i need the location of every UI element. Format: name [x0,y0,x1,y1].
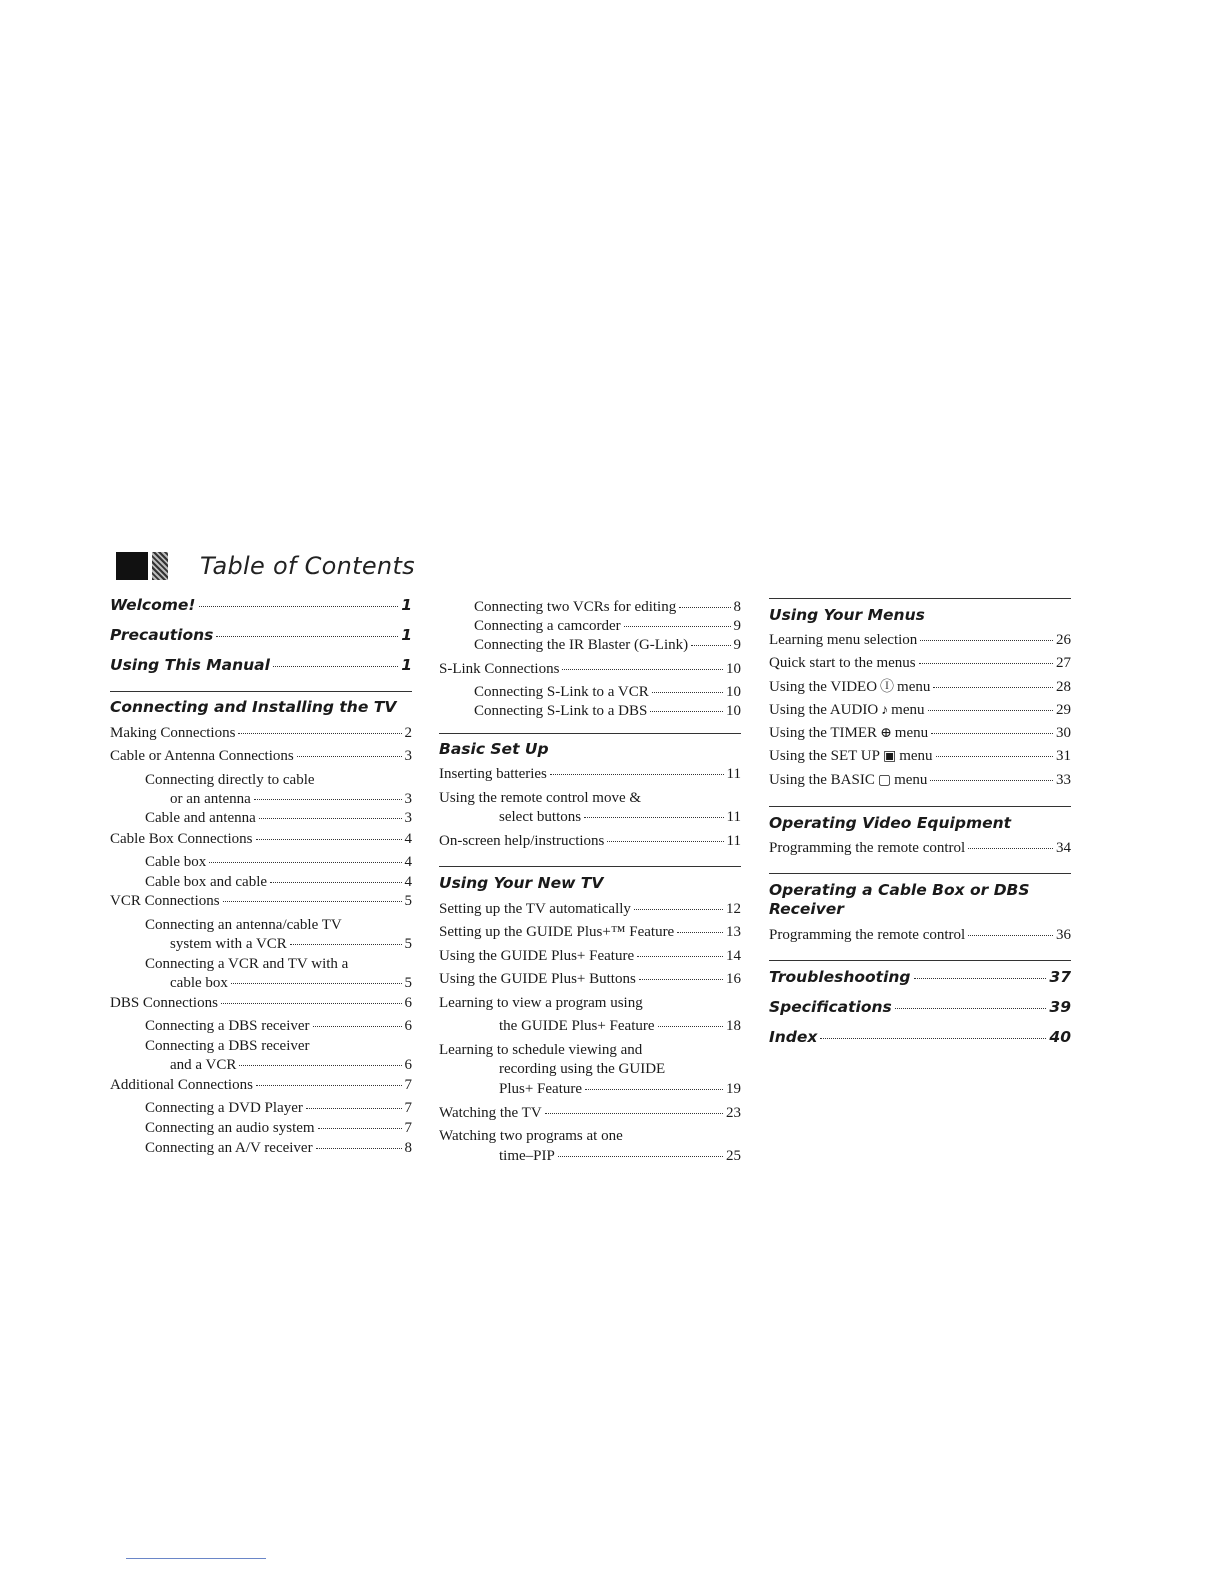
toc-entry-specifications[interactable]: Specifications 39 [769,998,1071,1016]
audio-note-icon: ♪ [881,703,889,718]
toc-entry-troubleshooting[interactable]: Troubleshooting 37 [769,968,1071,986]
toc-entry-learn-schedule-line1[interactable]: Learning to schedule viewing and [439,1042,643,1058]
toc-entry-cable-box-connections[interactable]: Cable Box Connections 4 [110,831,412,847]
toc-entry-basic-menu[interactable]: Using the BASIC ▢ menu 33 [769,772,1071,788]
toc-entry-making-connections[interactable]: Making Connections 2 [110,725,412,741]
toc-entry-using-guide[interactable]: Using the GUIDE Plus+ Feature 14 [439,948,741,964]
toc-entry-vcr-tv-line1[interactable]: Connecting a VCR and TV with a [145,956,349,972]
toc-entry-cable-and-antenna[interactable]: Cable and antenna 3 [145,810,412,826]
toc-entry-cable-box[interactable]: Cable box 4 [145,854,412,870]
toc-entry-quick-start[interactable]: Quick start to the menus 27 [769,655,1071,671]
section-heading-menus: Using Your Menus [769,606,925,624]
toc-entry-dbs-and-vcr[interactable]: and a VCR 6 [170,1057,412,1073]
section-heading-cable-dbs: Operating a Cable Box or DBS [769,881,1030,899]
toc-entry-programming-remote-cable[interactable]: Programming the remote control 36 [769,927,1071,943]
toc-entry-av-receiver[interactable]: Connecting an A/V receiver 8 [145,1140,412,1156]
section-divider [439,866,741,867]
toc-entry-onscreen-help[interactable]: On-screen help/instructions 11 [439,833,741,849]
toc-entry-connecting-direct-line1[interactable]: Connecting directly to cable [145,772,315,788]
section-divider [439,733,741,734]
toc-entry-additional-connections[interactable]: Additional Connections 7 [110,1077,412,1093]
section-divider [769,598,1071,599]
toc-entry-setup-guide[interactable]: Setting up the GUIDE Plus+™ Feature 13 [439,924,741,940]
toc-entry-learn-schedule[interactable]: Plus+ Feature 19 [499,1081,741,1097]
toc-entry-welcome[interactable]: Welcome! 1 [110,596,412,614]
toc-entry-antenna-vcr[interactable]: system with a VCR 5 [170,936,412,952]
section-heading-connecting: Connecting and Installing the TV [110,698,397,716]
toc-entry-guide-buttons[interactable]: Using the GUIDE Plus+ Buttons 16 [439,971,741,987]
toc-entry-watching-tv[interactable]: Watching the TV 23 [439,1105,741,1121]
section-heading-new-tv: Using Your New TV [439,874,604,892]
toc-entry-audio-system[interactable]: Connecting an audio system 7 [145,1120,412,1136]
toc-entry-dvd-player[interactable]: Connecting a DVD Player 7 [145,1100,412,1116]
toc-entry-timer-menu[interactable]: Using the TIMER ⊕ menu 30 [769,725,1071,741]
toc-entry-learn-view-line1[interactable]: Learning to view a program using [439,995,643,1011]
toc-entry-slink-vcr[interactable]: Connecting S-Link to a VCR 10 [474,684,741,700]
toc-entry-learn-menu[interactable]: Learning menu selection 26 [769,632,1071,648]
toc-entry-programming-remote[interactable]: Programming the remote control 34 [769,840,1071,856]
toc-entry-vcr-tv-cable-box[interactable]: cable box 5 [170,975,412,991]
toc-entry-remote-select[interactable]: select buttons 11 [499,809,741,825]
toc-entry-cable-antenna[interactable]: Cable or Antenna Connections 3 [110,748,412,764]
toc-entry-setup-auto[interactable]: Setting up the TV automatically 12 [439,901,741,917]
basic-menu-icon: ▢ [877,773,892,788]
section-heading-cable-dbs-line2: Receiver [769,900,844,918]
toc-entry-pip[interactable]: time–PIP 25 [499,1148,741,1164]
toc-entry-dbs-vcr-line1[interactable]: Connecting a DBS receiver [145,1038,310,1054]
toc-entry-remote-line1[interactable]: Using the remote control move & [439,790,642,806]
video-menu-icon: Ⓘ [880,680,895,695]
toc-entry-connecting-direct[interactable]: or an antenna 3 [170,791,412,807]
section-divider [769,873,1071,874]
timer-clock-icon: ⊕ [880,726,892,741]
toc-entry-using-manual[interactable]: Using This Manual 1 [110,656,412,674]
toc-entry-slink-dbs[interactable]: Connecting S-Link to a DBS 10 [474,703,741,719]
section-divider [769,960,1071,961]
footer-rule [126,1558,266,1559]
header-hatched-square-icon [152,552,168,580]
header-square-icon [116,552,148,580]
toc-entry-learn-schedule-line2[interactable]: recording using the GUIDE [499,1061,666,1077]
toc-entry-setup-menu[interactable]: Using the SET UP ▣ menu 31 [769,748,1071,764]
toc-entry-camcorder[interactable]: Connecting a camcorder 9 [474,618,741,634]
toc-header [116,548,415,584]
toc-entry-two-vcrs[interactable]: Connecting two VCRs for editing 8 [474,599,741,615]
section-heading-video-equipment: Operating Video Equipment [769,814,1012,832]
toc-entry-cable-box-and-cable[interactable]: Cable box and cable 4 [145,874,412,890]
toc-entry-dbs-receiver[interactable]: Connecting a DBS receiver 6 [145,1018,412,1034]
toc-entry-video-menu[interactable]: Using the VIDEO Ⓘ menu 28 [769,679,1071,695]
section-divider [769,806,1071,807]
setup-toolbox-icon: ▣ [882,749,897,764]
toc-entry-precautions[interactable]: Precautions 1 [110,626,412,644]
toc-entry-dbs-connections[interactable]: DBS Connections 6 [110,995,412,1011]
toc-entry-ir-blaster[interactable]: Connecting the IR Blaster (G-Link) 9 [474,637,741,653]
section-heading-basic-setup: Basic Set Up [439,740,549,758]
toc-entry-learn-view[interactable]: the GUIDE Plus+ Feature 18 [499,1018,741,1034]
toc-entry-index[interactable]: Index 40 [769,1028,1071,1046]
toc-entry-pip-line1[interactable]: Watching two programs at one [439,1128,623,1144]
toc-entry-slink-connections[interactable]: S-Link Connections 10 [439,661,741,677]
section-divider [110,691,412,692]
toc-entry-vcr-connections[interactable]: VCR Connections 5 [110,893,412,909]
toc-entry-antenna-vcr-line1[interactable]: Connecting an antenna/cable TV [145,917,342,933]
page-title: Table of Contents [200,552,415,580]
toc-entry-batteries[interactable]: Inserting batteries 11 [439,766,741,782]
toc-entry-audio-menu[interactable]: Using the AUDIO ♪ menu 29 [769,702,1071,718]
